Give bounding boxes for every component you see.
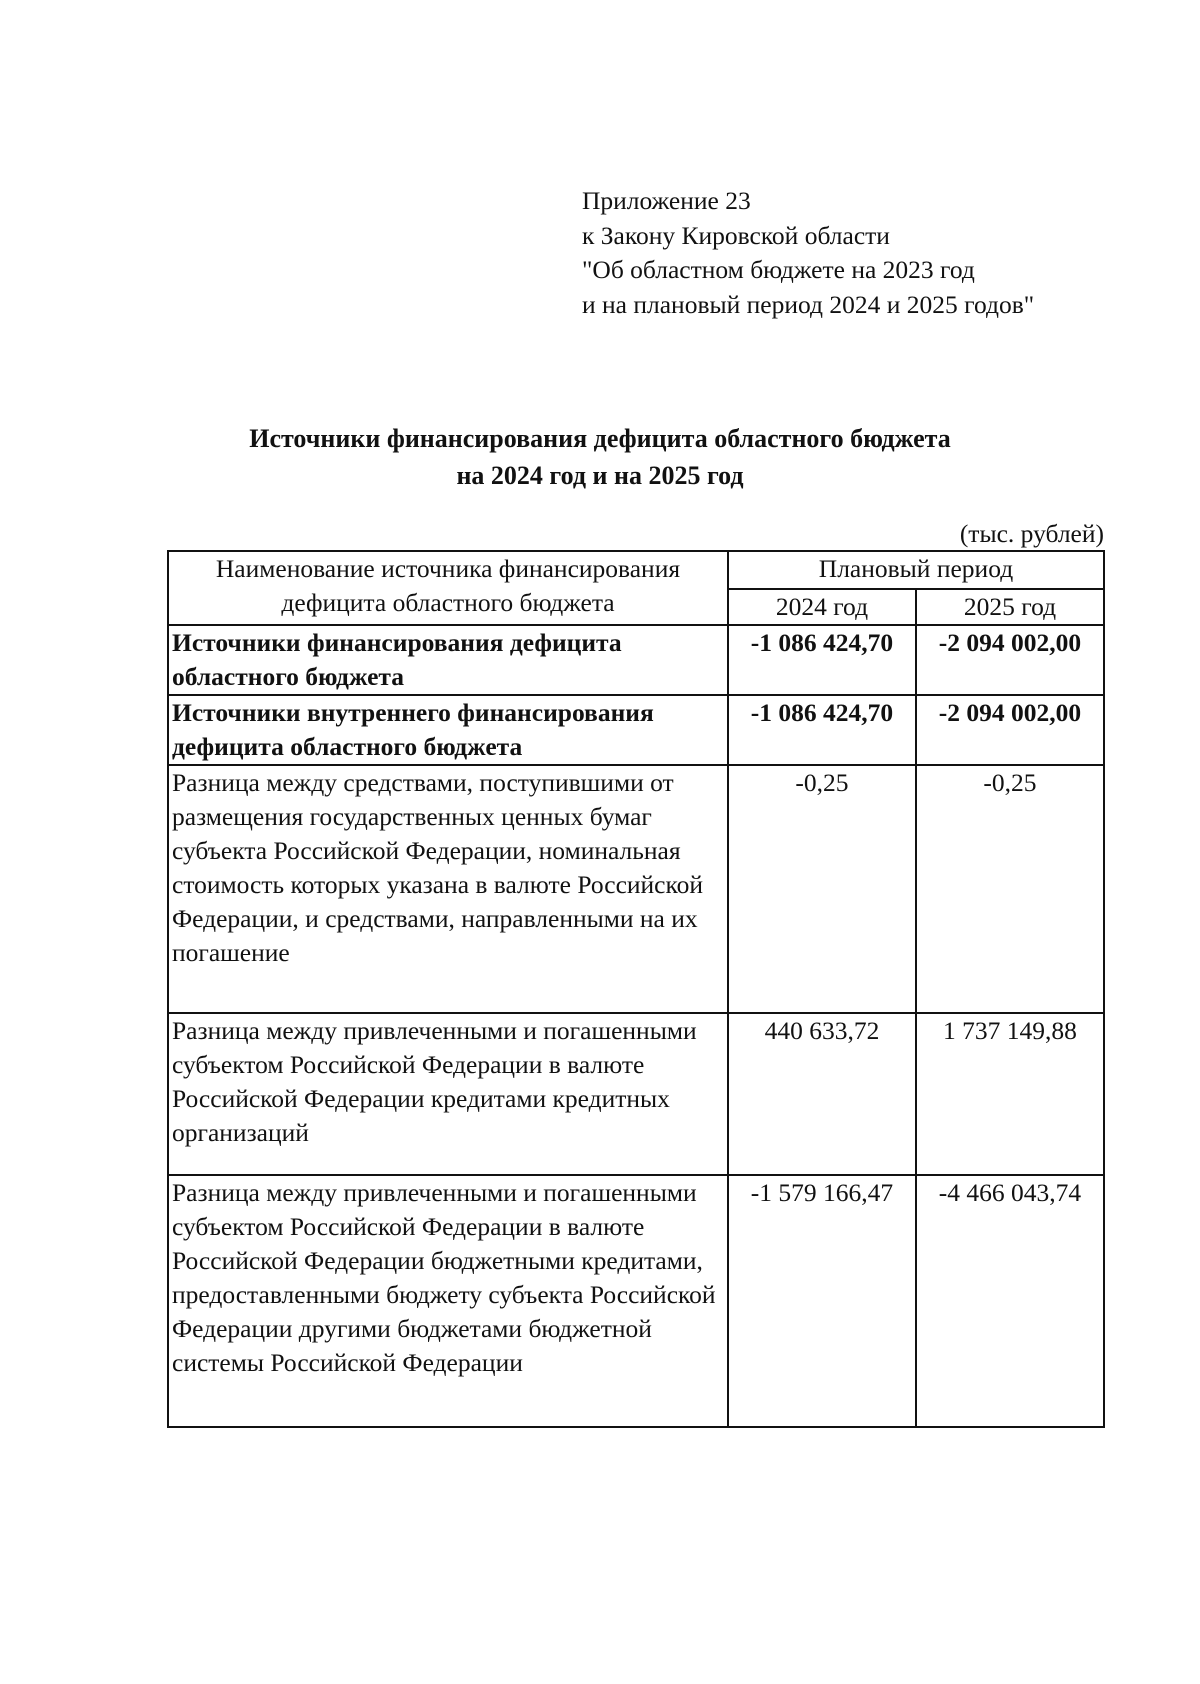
row-2024-cell: -1 579 166,47: [728, 1175, 916, 1427]
row-2025-cell: -2 094 002,00: [916, 695, 1104, 765]
appendix-line-3: "Об областном бюджете на 2023 год: [582, 255, 975, 284]
table-row: [168, 765, 1104, 1013]
appendix-line-4: и на плановый период 2024 и 2025 годов": [582, 289, 1035, 319]
table-header-row: [168, 551, 1104, 589]
header-year-2025-cell: 2025 год: [916, 589, 1104, 625]
appendix-line-1: Приложение 23: [582, 186, 751, 215]
row-2025-cell: 1 737 149,88: [916, 1013, 1104, 1175]
row-name-cell: Разница между средствами, поступившими от размещения государственных ценных бумаг субъекта Российской Федерации, номинальная стоимость которых указана в валюте Российской Федерации, и средствами, направленными на их погашение: [168, 765, 728, 1013]
row-2025-cell: -0,25: [916, 765, 1104, 1013]
table-row: [168, 625, 1104, 695]
header-name-cell: Наименование источника финансирования дефицита областного бюджета: [168, 551, 728, 625]
row-name-cell: Источники внутреннего финансирования дефицита областного бюджета: [168, 695, 728, 765]
row-2024-cell: 440 633,72: [728, 1013, 916, 1175]
table-row: [168, 695, 1104, 765]
financing-sources-table: [167, 550, 1105, 1428]
table-row: [168, 1013, 1104, 1175]
row-name-cell: Источники финансирования дефицита областного бюджета: [168, 625, 728, 695]
title-line-2: на 2024 год и на 2025 год: [456, 461, 744, 490]
appendix-block: [582, 184, 1034, 322]
table-row: [168, 1175, 1104, 1427]
appendix-line-2: к Закону Кировской области: [582, 220, 890, 250]
row-2025-cell: -2 094 002,00: [916, 625, 1104, 695]
row-2025-cell: -4 466 043,74: [916, 1175, 1104, 1427]
row-2024-cell: -1 086 424,70: [728, 695, 916, 765]
header-year-2024-cell: 2024 год: [728, 589, 916, 625]
title-line-1: Источники финансирования дефицита областного бюджета: [249, 424, 951, 453]
row-2024-cell: -1 086 424,70: [728, 625, 916, 695]
row-name-cell: Разница между привлеченными и погашенными субъектом Российской Федерации в валюте Российской Федерации кредитами кредитных организаций: [168, 1013, 728, 1175]
row-name-cell: Разница между привлеченными и погашенными субъектом Российской Федерации в валюте Российской Федерации бюджетными кредитами, предоставленными бюджету субъекта Российской Федерации другими бюджетами бюджетной системы Российской Федерации: [168, 1175, 728, 1427]
header-planned-period-cell: Плановый период: [728, 551, 1104, 589]
row-2024-cell: -0,25: [728, 765, 916, 1013]
document-title: [170, 420, 1030, 494]
units-label: (тыс. рублей): [959, 519, 1104, 548]
